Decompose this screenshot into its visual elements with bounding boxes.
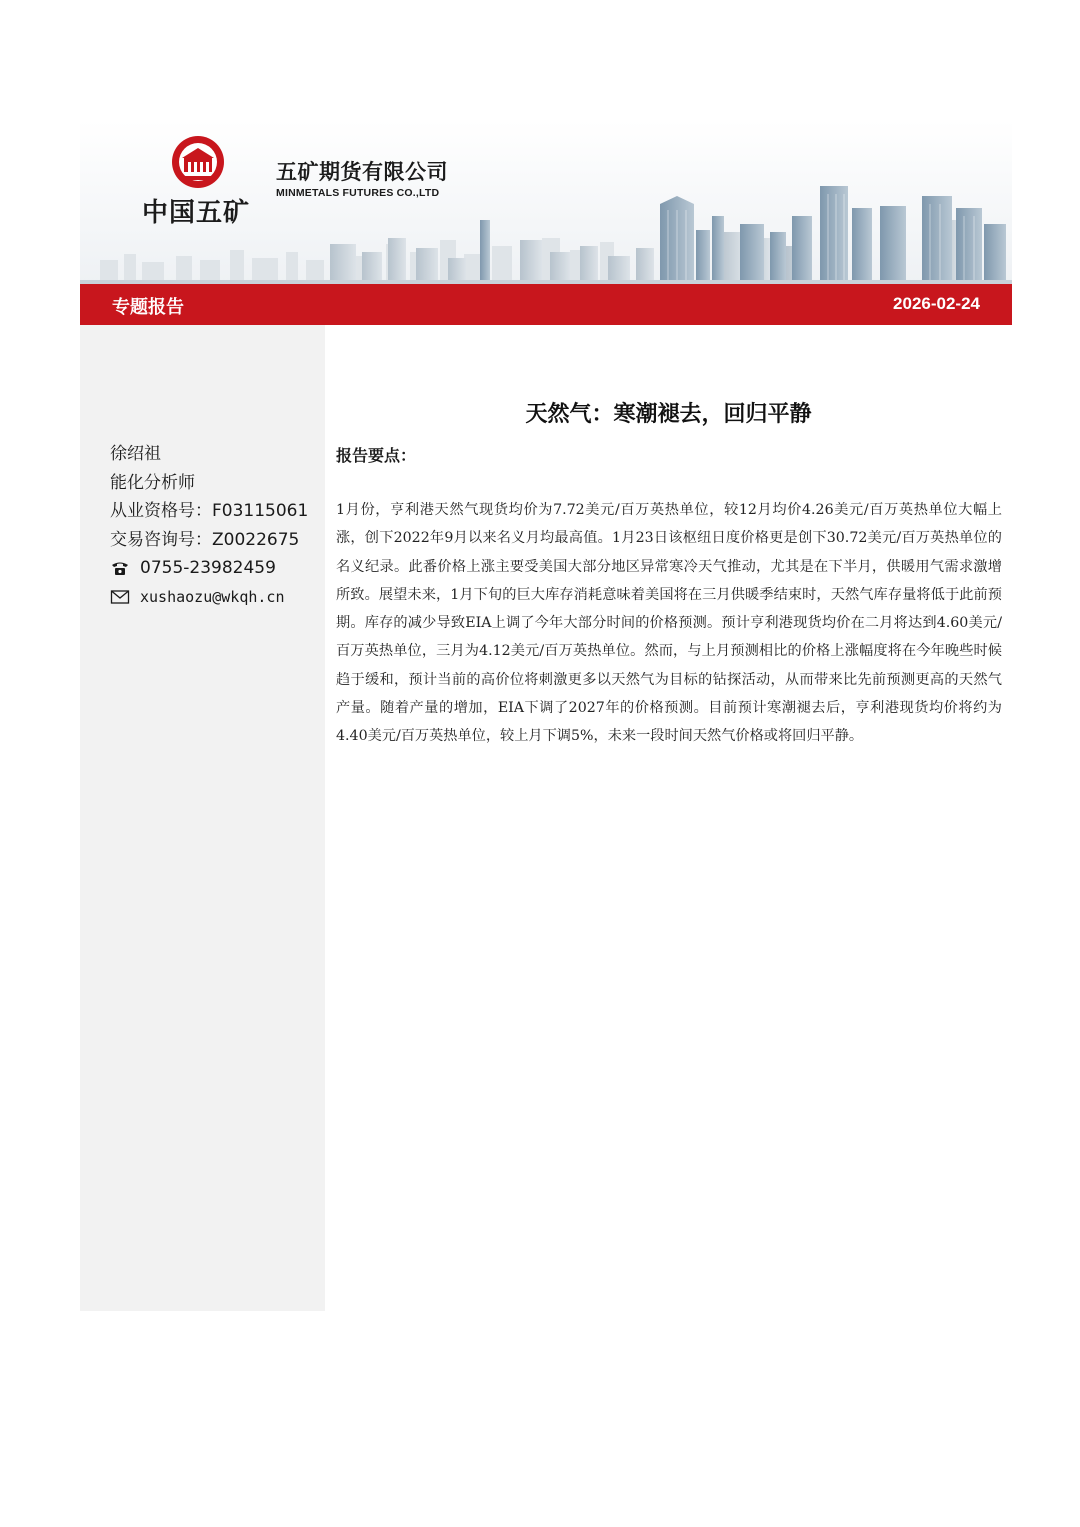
phone-row bbox=[110, 554, 308, 583]
analyst-role: 能化分析师 bbox=[110, 472, 195, 493]
analyst-name: 徐绍祖 bbox=[110, 444, 161, 464]
company-name-en: MINMETALS FUTURES CO.,LTD bbox=[276, 187, 440, 199]
minmetals-emblem-icon bbox=[170, 134, 226, 190]
consulting-number: 交易咨询号：Z0022675 bbox=[110, 529, 300, 550]
logo-wordmark: 中国五矿 bbox=[142, 198, 251, 228]
report-date: 2026-02-24 bbox=[893, 294, 980, 313]
qualification-number: 从业资格号：F03115061 bbox=[110, 501, 309, 521]
section-heading: 报告要点： bbox=[336, 446, 417, 465]
company-name-cn: 五矿期货有限公司 bbox=[276, 160, 448, 184]
email-address[interactable]: xushaozu@wkqh.cn bbox=[140, 587, 285, 606]
envelope-icon bbox=[110, 589, 130, 605]
report-type-bar bbox=[80, 284, 1012, 325]
report-title: 天然气：寒潮褪去，回归平静 bbox=[525, 401, 812, 427]
phone-number: 0755-23982459 bbox=[140, 558, 276, 578]
report-header bbox=[80, 0, 1012, 284]
report-body-paragraph: 1月份，亨利港天然气现货均价为7.72美元/百万英热单位，较12月均价4.26美元/百万英热单位大幅上涨，创下2022年9月以来名义月均最高值。1月23日该枢纽日度价格更是创下30.72美元/百万英热单位的名义纪录。此番价格上涨主要受美国大部分地区异常寒冷天气推动，尤其是在下半月，供暖用气需求激增所致。展望未来，1月下旬的巨大库存消耗意味着美国将在三月供暖季结束时，天然气库存量将低于此前预期。库存的减少导致EIA上调了今年大部分时间的价格预测。预计亨利港现货均价在二月将达到4.60美元/百万英热单位，三月为4.12美元/百万英热单位。然而，与上月预测相比的价格上涨幅度将在今年晚些时候趋于缓和，预计当前的高价位将刺激更多以天然气为目标的钻探活动，从而带来比先前预测更高的天然气产量。随着产量的增加，EIA下调了2027年的价格预测。目前预计寒潮褪去后，亨利港现货均价将约为4.40美元/百万英热单位，较上月下调5%，未来一段时间天然气价格或将回归平静。 bbox=[336, 502, 1002, 745]
analyst-info bbox=[110, 440, 308, 611]
phone-icon bbox=[110, 560, 130, 576]
analyst-sidebar bbox=[80, 325, 325, 1311]
email-row bbox=[110, 583, 308, 612]
report-type-label: 专题报告 bbox=[112, 297, 184, 318]
